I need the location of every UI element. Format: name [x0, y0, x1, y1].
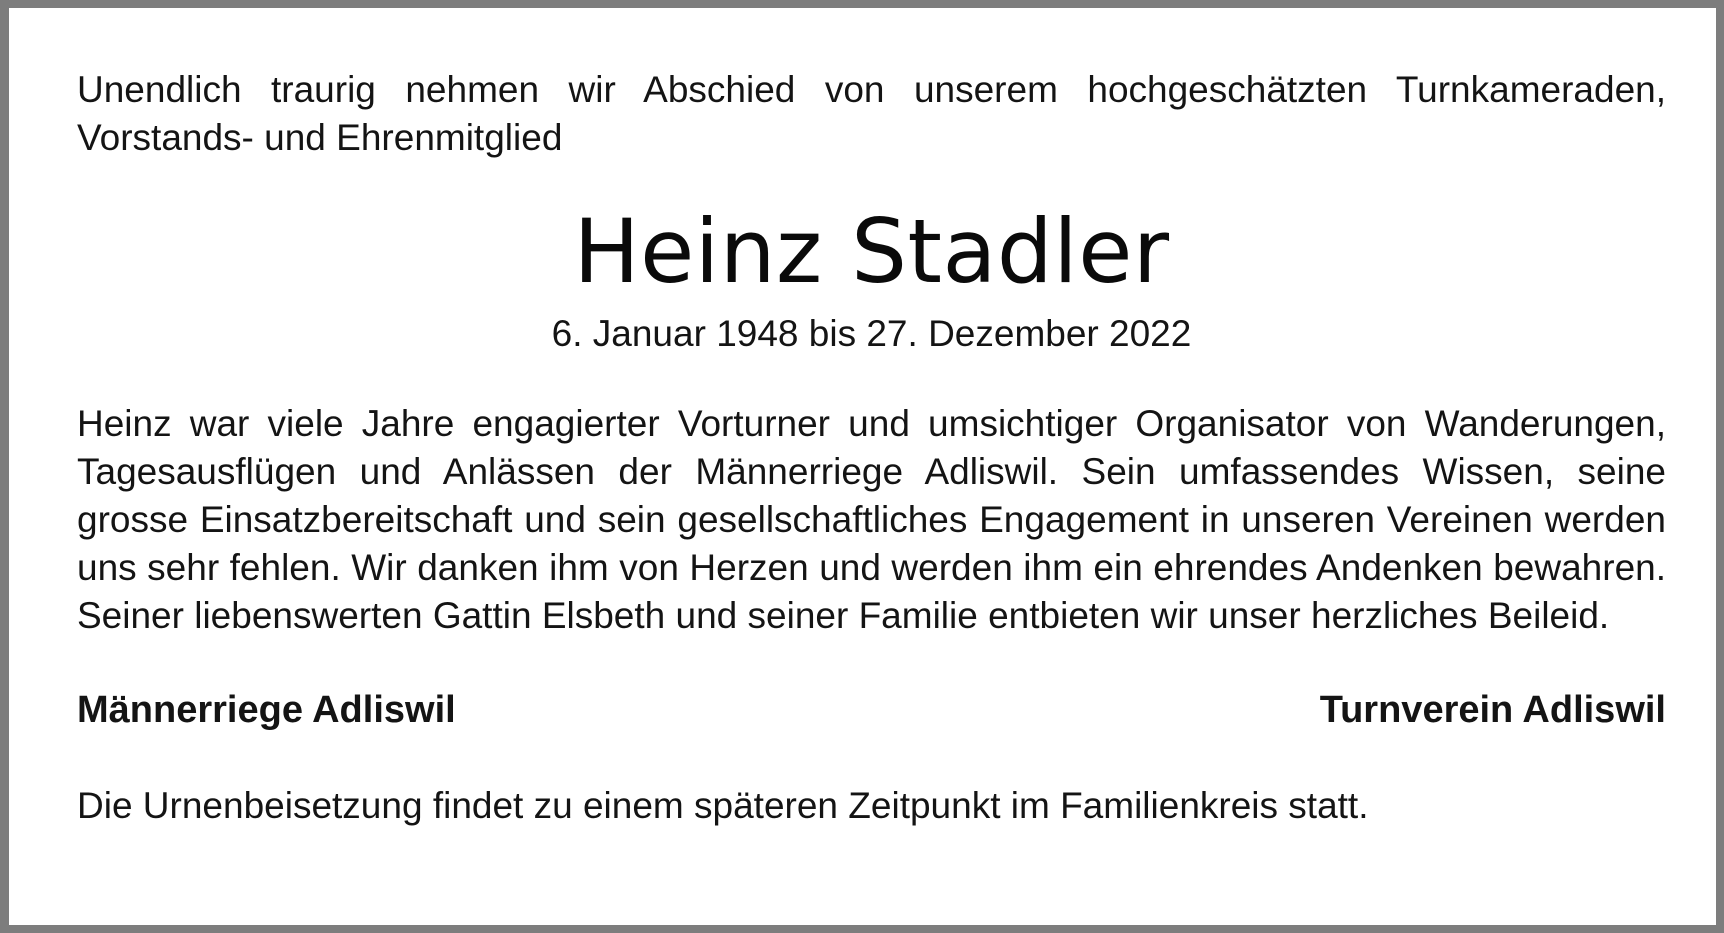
burial-note: Die Urnenbeisetzung findet zu einem späteren Zeitpunkt im Familienkreis statt.: [77, 785, 1369, 826]
signatures: [77, 686, 1666, 734]
deceased-name: Heinz Stadler: [573, 200, 1170, 303]
signature-turnverein: Turnverein Adliswil: [1319, 689, 1666, 731]
signature-maennerriege: Männerriege Adliswil: [77, 689, 456, 731]
notice-content: [77, 66, 1666, 830]
life-dates: 6. Januar 1948 bis 27. Dezember 2022: [551, 313, 1192, 354]
tribute-text: Heinz war viele Jahre engagierter Vorturner und umsichtiger Organisator von Wanderungen, Tagesausflügen und Anlässen der Männerriege Adliswil. Sein umfassendes Wissen, seine grosse Einsatzbereitschaft und sein gesellschaftliches Engagement in unseren Vereinen werden uns sehr fehlen. Wir danken ihm von Herzen und werden ihm ein ehrendes Andenken bewahren. Seiner liebenswerten Gattin Elsbeth und seiner Familie entbieten wir unser herzliches Beileid.: [77, 403, 1666, 636]
intro-text: Unendlich traurig nehmen wir Abschied von unserem hochgeschätzten Turnkameraden, Vorstands- und Ehrenmitglied: [77, 69, 1666, 158]
